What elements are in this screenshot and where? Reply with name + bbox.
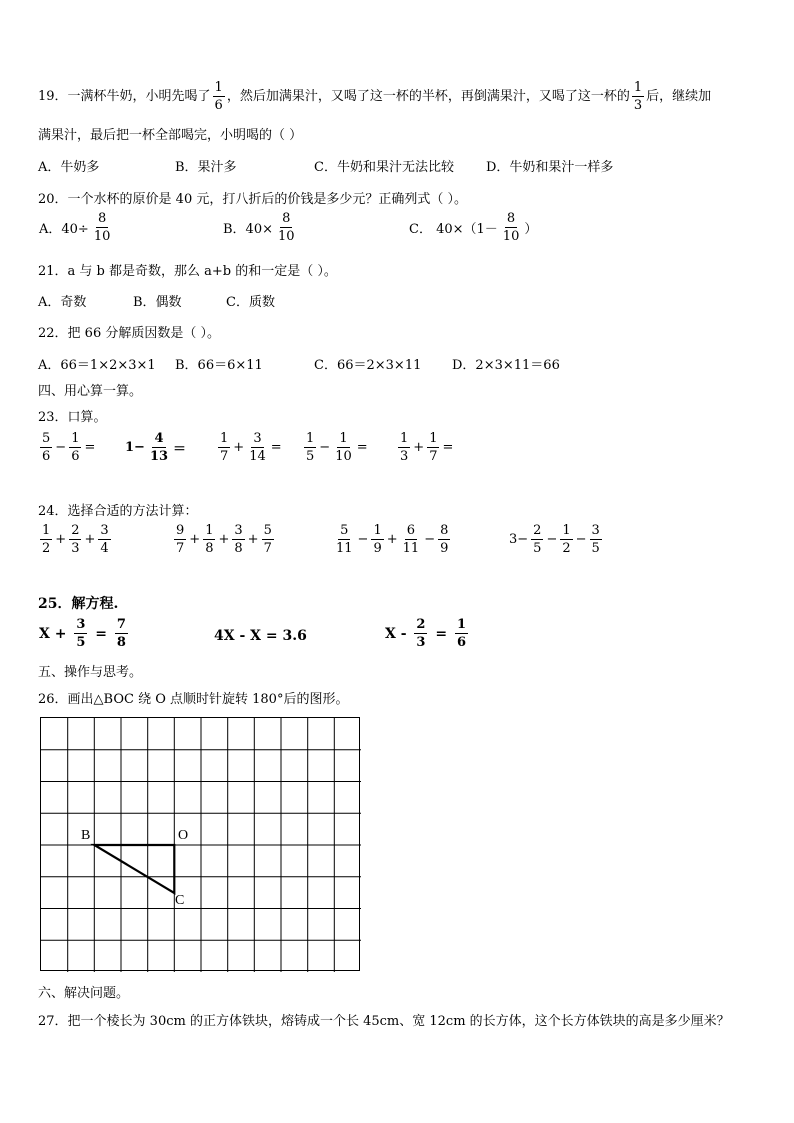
q19-option-a: A．牛奶多	[38, 160, 100, 175]
q24-expr-1: $\frac{1}{2}$ + $\frac{2}{3}$ + $\frac{3}{4}$	[42, 523, 109, 556]
q24-text: 24．选择合适的方法计算：	[38, 504, 198, 519]
q19-line2: 满果汁，最后把一杯全部喝完，小明喝的（ ）	[38, 128, 303, 143]
q24-expr-3: $\frac{5}{11}$ − $\frac{1}{9}$ + $\frac{6}{11}$ − $\frac{8}{9}$	[336, 523, 449, 556]
q25-text: 25．解方程.	[38, 596, 119, 612]
q22-option-c: C．66＝2×3×11	[314, 358, 422, 373]
q19-option-b: B．果汁多	[175, 160, 237, 175]
q23-expr-1: $\frac{5}{6}$ − $\frac{1}{6}$ =	[42, 431, 96, 464]
q21-option-c: C．质数	[226, 295, 275, 310]
q19-line1: 19．一满杯牛奶，小明先喝了 $\frac{1}{6}$ ，然后加满果汁，又喝了这一杯的半杯，再倒满果汁，又喝了这一杯的 $\frac{1}{3}$ 后，继续加	[38, 80, 712, 113]
grid-lines	[41, 718, 361, 972]
grid-diagram	[40, 717, 360, 971]
q20-option-b: B．40× $\frac{8}{10}$	[223, 211, 295, 244]
q25-equation-2: 4X - X = 3.6	[214, 628, 307, 644]
fraction: $\frac{1}{3}$	[633, 80, 643, 113]
section-heading: 六、解决问题。	[38, 986, 130, 1001]
q23-expr-2: 1− $\frac{4}{13}$ ＝	[125, 431, 187, 464]
section-heading: 五、操作与思考。	[38, 665, 143, 680]
grid-svg	[41, 718, 361, 972]
fraction: $\frac{8}{10}$	[278, 211, 295, 244]
q25-equation-1: X + $\frac{3}{5}$ = $\frac{7}{8}$	[39, 617, 126, 650]
q27-text: 27．把一个棱长为 30cm 的正方体铁块，熔铸成一个长 45cm、宽 12cm 的长方体，这个长方体铁块的高是多少厘米？	[38, 1014, 730, 1029]
point-o-label: O	[178, 828, 189, 843]
point-c-label: C	[175, 893, 185, 908]
q23-expr-3: $\frac{1}{7}$ + $\frac{3}{14}$ =	[220, 431, 282, 464]
q21-option-b: B．偶数	[133, 295, 182, 310]
q25-equation-3: X - $\frac{2}{3}$ = $\frac{1}{6}$	[385, 617, 466, 650]
q19-option-c: C．牛奶和果汁无法比较	[314, 160, 454, 175]
q22-text: 22．把 66 分解质因数是（ ）。	[38, 326, 220, 341]
q20-text: 20．一个水杯的原价是 40 元，打八折后的价钱是多少元？正确列式（ ）。	[38, 192, 467, 207]
q24-expr-4: 3− $\frac{2}{5}$ − $\frac{1}{2}$ − $\frac{3}{5}$	[509, 523, 600, 556]
section-heading: 四、用心算一算。	[38, 384, 143, 399]
point-b-label: B	[81, 828, 91, 843]
q23-text: 23．口算。	[38, 410, 107, 425]
q22-option-a: A．66＝1×2×3×1	[38, 358, 156, 373]
q20-option-c: C． 40×（1－ $\frac{8}{10}$ ）	[409, 211, 538, 244]
q26-text: 26．画出△BOC 绕 O 点顺时针旋转 180°后的图形。	[38, 692, 349, 707]
fraction: $\frac{8}{10}$	[93, 211, 111, 244]
q22-option-d: D．2×3×11＝66	[452, 358, 560, 373]
q24-expr-2: $\frac{9}{7}$ + $\frac{1}{8}$ + $\frac{3}{8}$ + $\frac{5}{7}$	[176, 523, 272, 556]
triangle-boc	[94, 845, 174, 893]
q22-option-b: B．66＝6×11	[175, 358, 263, 373]
fraction: $\frac{1}{6}$	[214, 80, 223, 113]
q19-option-d: D．牛奶和果汁一样多	[486, 160, 614, 175]
q23-expr-5: $\frac{1}{3}$ + $\frac{1}{7}$ =	[400, 431, 454, 464]
q20-option-a: A．40÷ $\frac{8}{10}$	[39, 211, 111, 244]
q21-option-a: A．奇数	[38, 295, 87, 310]
q23-expr-4: $\frac{1}{5}$ − $\frac{1}{10}$ =	[306, 431, 368, 464]
q21-text: 21．a 与 b 都是奇数，那么 a+b 的和一定是（ ）。	[38, 264, 337, 279]
fraction: $\frac{8}{10}$	[502, 211, 520, 244]
